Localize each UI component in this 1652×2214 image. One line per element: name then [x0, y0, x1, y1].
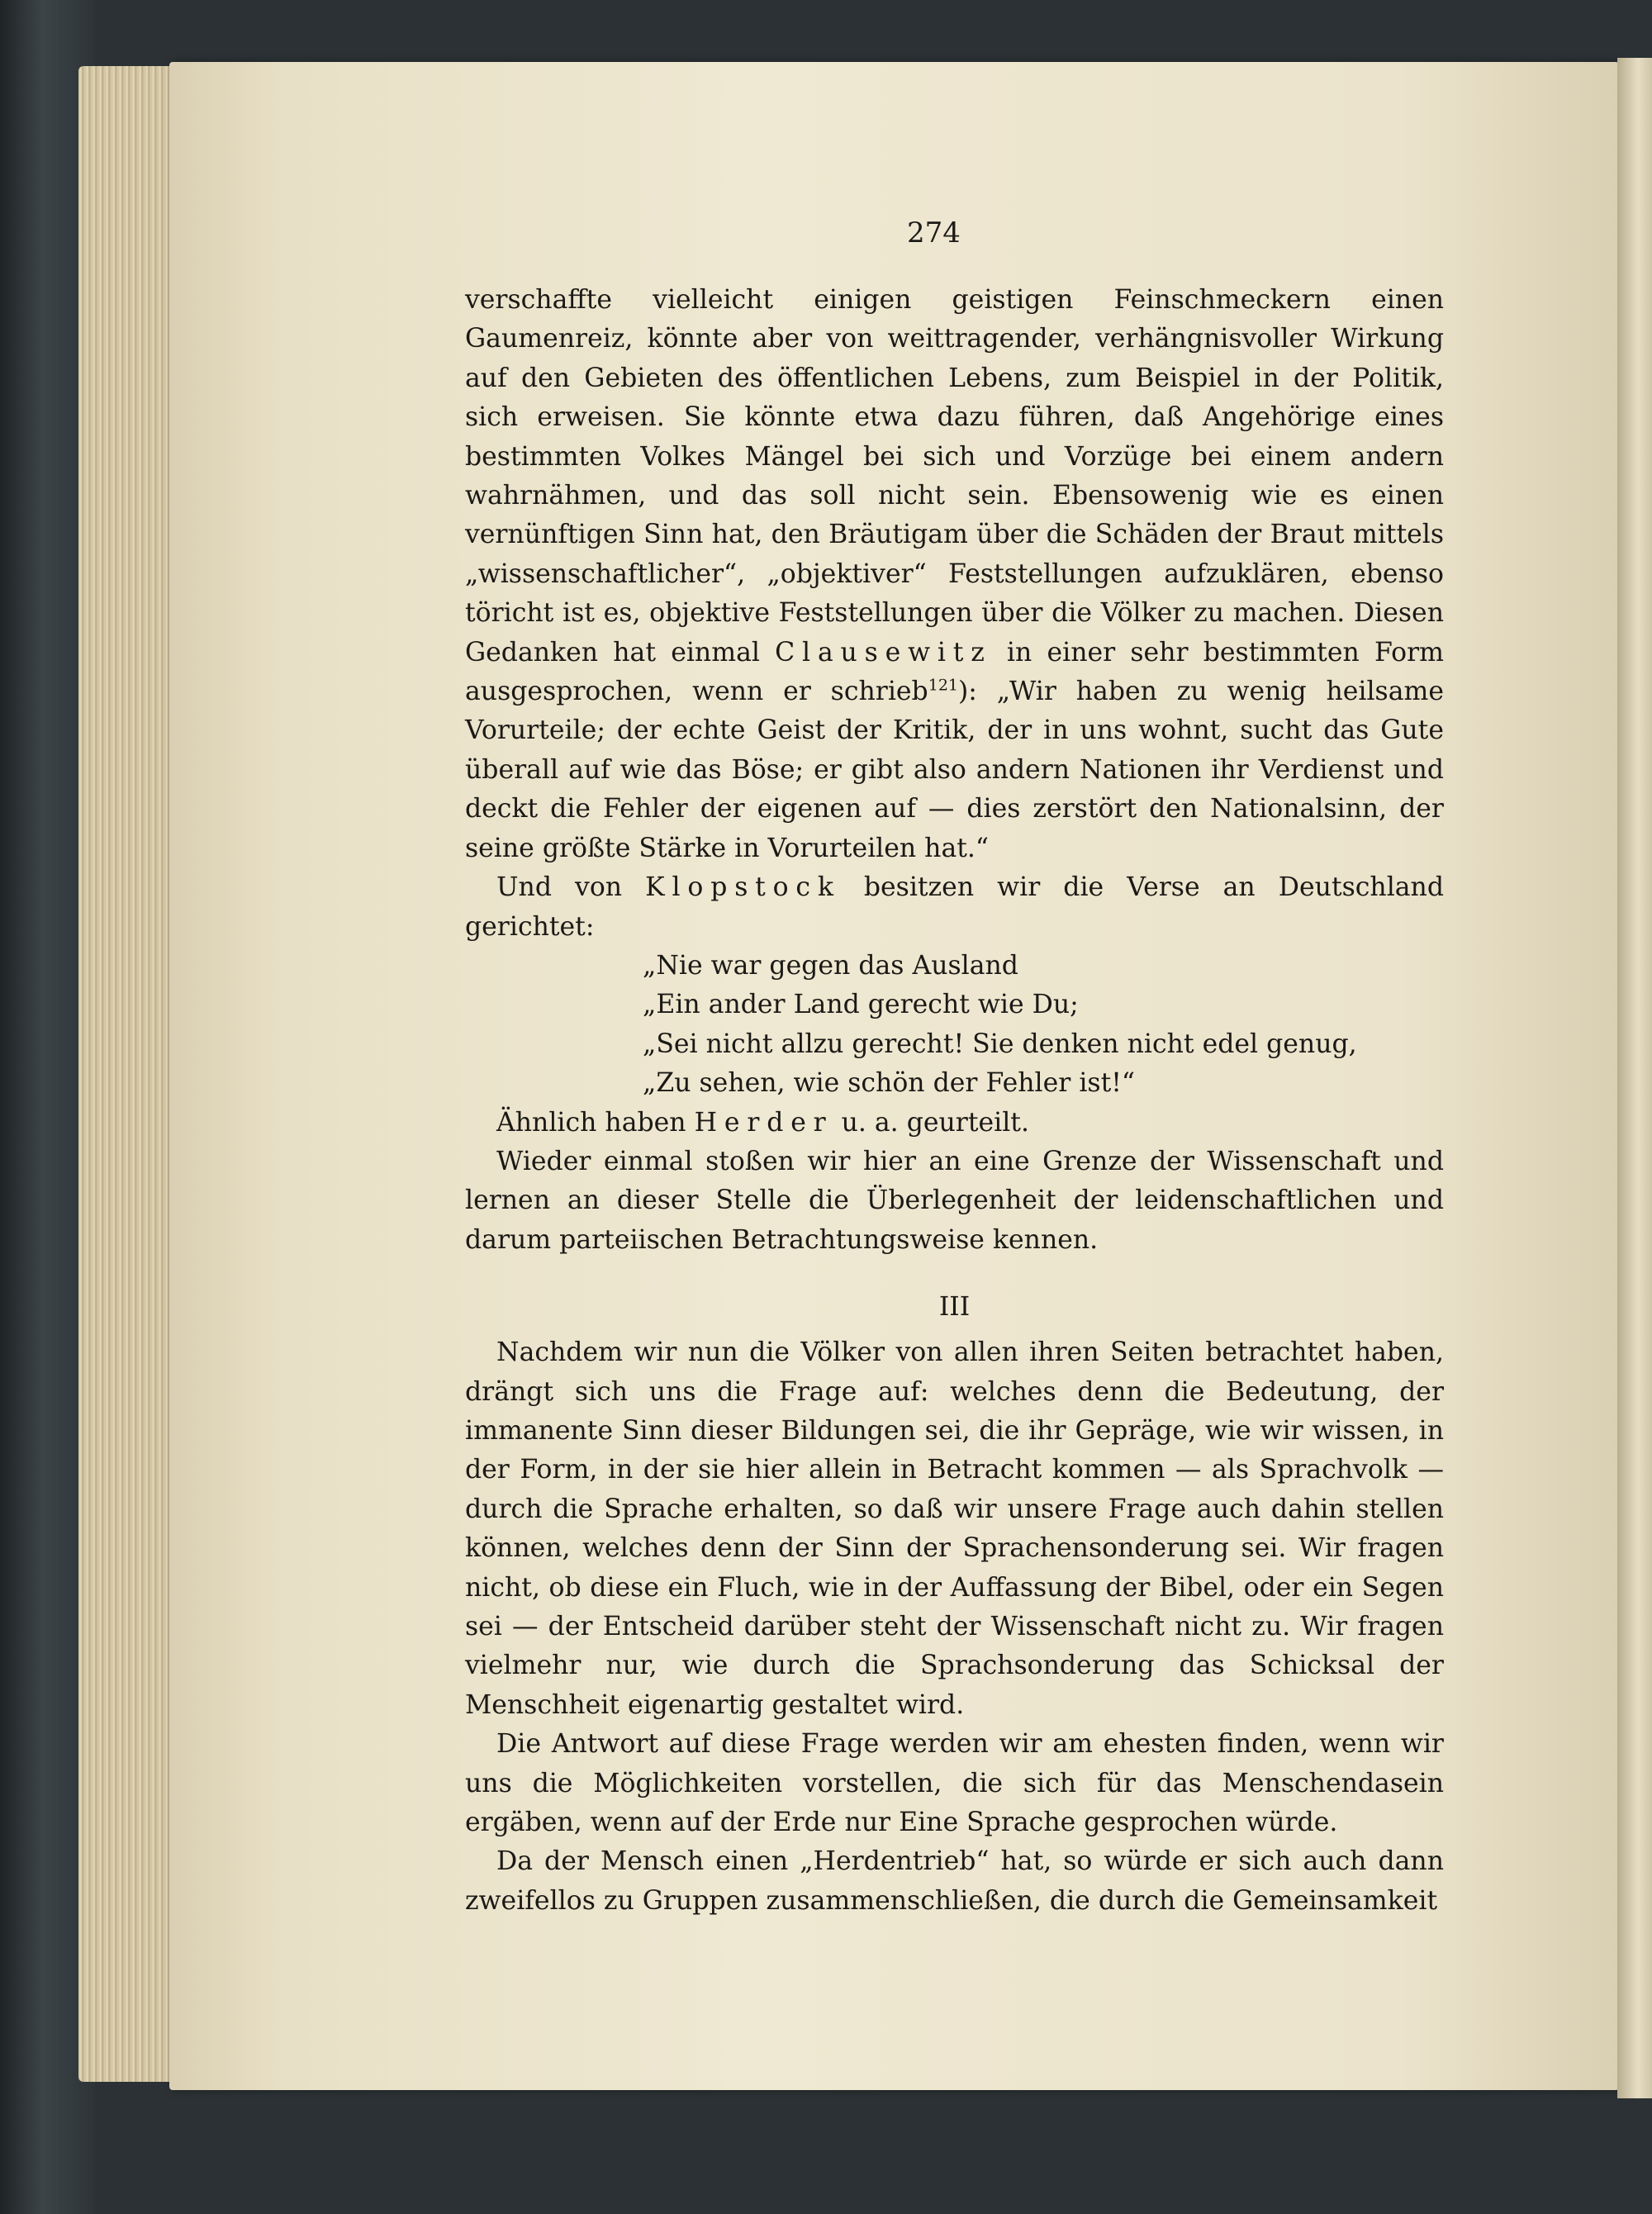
paragraph-3-start: Ähnlich haben [496, 1107, 686, 1138]
paragraph-2-start: Und von [496, 872, 623, 903]
paragraph-2 [465, 868, 1444, 947]
page-number: 274 [907, 216, 961, 249]
verse-line: „Zu sehen, wie schön der Fehler ist!“ [643, 1068, 1135, 1099]
paragraph-3 [465, 1104, 1444, 1143]
paragraph-7: Da der Mensch einen „Herdentrieb“ hat, so würde er sich auch dann zweifellos zu Gruppen zusammenschließen, die durch die Gemeinsamkeit [465, 1846, 1444, 1916]
clausewitz-quote: ): „Wir haben zu wenig heilsame Vorurteile; der echte Geist der Kritik, der in uns wohnt, sucht das Gute überall auf wie das Böse; er gibt also andern Nationen ihr Verdienst und deckt die Fehler der eigenen auf — dies zerstört den Nationalsinn, der seine größte Stärke in Vorurteilen hat.“ [465, 677, 1445, 863]
verse-line: „Ein ander Land gerecht wie Du; [643, 990, 1079, 1020]
author-name-herder: Herder [694, 1107, 833, 1138]
author-name-klopstock: Klopstock [645, 872, 841, 903]
paragraph-6: Die Antwort auf diese Frage werden wir am ehesten finden, wenn wir uns die Möglichkeiten vorstellen, die sich für das Menschendasein ergäben, wenn auf der Erde nur Eine Sprache gesprochen würde. [465, 1729, 1444, 1838]
verse-line: „Nie war gegen das Ausland [643, 950, 1018, 981]
paragraph-1-text: verschaffte vielleicht einigen geistigen Feinschmeckern einen Gaumenreiz, könnte aber von weittragender, verhängnisvoller Wirkung auf den Gebieten des öffentlichen Lebens, zum Beispiel in der Politik, sich erweisen. Sie könnte etwa dazu führen, daß Angehörige eines bestimmten Volkes Mängel bei sich und Vorzüge bei einem andern wahrnähmen, und das soll nicht sein. Ebensowenig wie es einen vernünftigen Sinn hat, den Bräutigam über die Schäden der Braut mittels „wissenschaftlicher“, „objektiver“ Feststellungen aufzuklären, ebenso töricht ist es, objektive Feststellungen über die Völker zu machen. Diesen Gedanken hat einmal [465, 285, 1444, 668]
book-gutter [1617, 58, 1652, 2098]
paragraph-5: Nachdem wir nun die Völker von allen ihren Seiten betrachtet haben, drängt sich uns die Frage auf: welches denn die Bedeutung, der immanente Sinn dieser Bildungen sei, die ihr Gepräge, wie wir wissen, in der Form, in der sie hier allein in Betracht kommen — als Sprachvolk — durch die Sprache erhalten, so daß wir unsere Frage auch dahin stellen können, welches denn der Sinn der Sprachensonderung sei. Wir fragen nicht, ob diese ein Fluch, wie in der Auffassung der Bibel, oder ein Segen sei — der Entscheid darüber steht der Wissenschaft nicht zu. Wir fragen vielmehr nur, wie durch die Sprachsonderung das Schicksal der Menschheit eigenartig gestaltet wird. [465, 1337, 1444, 1720]
author-name-clausewitz: Clausewitz [775, 637, 992, 668]
footnote-marker: 121 [928, 676, 958, 695]
verse-block [643, 947, 1444, 1104]
section-heading: III [938, 1292, 971, 1323]
verse-line: „Sei nicht allzu gerecht! Sie denken nicht edel genug, [643, 1029, 1357, 1059]
page-body [465, 281, 1444, 1921]
paragraph-4: Wieder einmal stoßen wir hier an eine Grenze der Wissenschaft und lernen an dieser Stelle die Überlegenheit der leidenschaftlichen und darum parteiischen Betrachtungsweise kennen. [465, 1146, 1444, 1255]
paragraph-3-end: u. a. geurteilt. [841, 1107, 1029, 1138]
paragraph-1 [465, 281, 1444, 868]
paragraph-1-continuation: in einer sehr bestimmten Form ausgesprochen, wenn er schrieb [465, 637, 1445, 707]
paragraph-2-end: besitzen wir die Verse an Deutschland gerichtet: [465, 872, 1445, 942]
